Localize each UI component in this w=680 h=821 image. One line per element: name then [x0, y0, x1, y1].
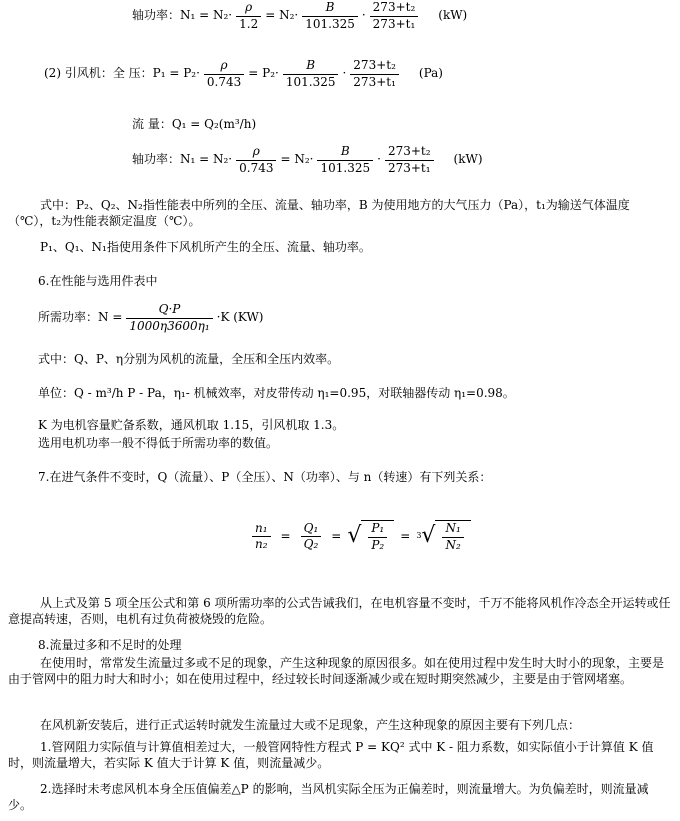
motor-selection-note: 选用电机功率一般不得低于所需功率的数值。	[38, 436, 279, 450]
usage-condition-note: P₁、Q₁、N₁指使用条件下风机所产生的全压、流量、轴功率。	[40, 240, 371, 254]
unit-label: (kW)	[453, 152, 483, 167]
section-8-heading: 8.流量过多和不足时的处理	[38, 638, 182, 652]
cause-1-paragraph: 1.管网阻力实际值与计算值相差过大，一般管网特性方程式 P = KQ² 式中 K - 阻力系数，如实际值小于计算值 K 值时，则流量增大，若实际 K 值大于计算 K 值，则流量减少。	[8, 740, 654, 770]
section-7-heading: 7.在进气条件不变时，Q（流量）、P（全压）、N（功率）、与 n（转速）有下列关系：	[38, 470, 492, 484]
symbol-definitions: 式中：P₂、Q₂、N₂指性能表中所列的全压、流量、轴功率，B 为使用地方的大气压力（Pa），t₁为输送气体温度（℃），t₂为性能表额定温度（℃）。	[8, 198, 630, 228]
fan-law-relation: $\frac{\text{n₁}}{\text{n₂}}$ = $\frac{\text{Q₁}}{\text{Q₂}}$ = √ $\frac{\text{P₁}}{\text{P₂}}$ = 3 √ $\frac{\text{N₁}}{\text{N₂}}$	[248, 520, 471, 553]
pressure-ratio-root: $\frac{\text{P₁}}{\text{P₂}}$	[361, 520, 394, 553]
section-6-heading: 6.在性能与选用件表中	[38, 274, 158, 288]
power-fraction: $\frac{Q\cdot P}{\text{1000η3600η₁}}$	[126, 302, 212, 334]
sqrt-icon: √	[347, 523, 362, 549]
required-power-formula: 所需功率：N = $\frac{Q\cdot P}{\text{1000η3600η₁}}$ ·K (KW)	[38, 302, 264, 333]
flow-issue-paragraph: 在使用时，常常发生流量过多或不足的现象，产生这种现象的原因很多。如在使用过程中发生时大时小的现象，主要是由于管网中的阻力时大和时小；如在使用过程中，经过较长时间逐渐减少或在短时期突然减少，主要是由于管网堵塞。	[8, 656, 665, 686]
efficiency-note: 式中：Q、P、η分别为风机的流量，全压和全压内效率。	[38, 352, 340, 366]
unit-label: (kW)	[438, 8, 468, 23]
induced-fan-pressure-formula: (2) 引风机：全 压：P₁ = P₂· $\frac{\rho}{0.743}$ = P₂· $\frac{B}{101.325}$ · $\frac{\text{273+t₂}}{\text{273+t₁}}$ (Pa)	[44, 58, 443, 89]
density-fraction: $\frac{\rho}{0.743}$	[204, 58, 244, 90]
unit-label: (Pa)	[418, 66, 443, 81]
shaft-power-formula-2: 轴功率：N₁ = N₂· $\frac{\rho}{0.743}$ = N₂· $\frac{B}{101.325}$ · $\frac{\text{273+t₂}}{\text{273+t₁}}$ (kW)	[132, 144, 483, 175]
temperature-fraction: $\frac{\text{273+t₂}}{\text{273+t₁}}$	[370, 0, 419, 32]
temperature-fraction: $\frac{\text{273+t₂}}{\text{273+t₁}}$	[350, 58, 399, 90]
cause-2-paragraph: 2.选择时未考虑风机本身全压值偏差△P 的影响，当风机实际全压为正偏差时，则流量增大。为负偏差时，则流量减少。	[8, 782, 649, 812]
units-note: 单位：Q - m³/h P - Pa，η₁- 机械效率，对皮带传动 η₁=0.95，对联轴器传动 η₁=0.98。	[38, 386, 515, 400]
pressure-fraction: $\frac{B}{101.325}$	[302, 0, 358, 32]
speed-ratio: $\frac{\text{n₁}}{\text{n₂}}$	[252, 521, 271, 553]
power-ratio-root: $\frac{\text{N₁}}{\text{N₂}}$	[435, 520, 470, 553]
formula-label: 轴功率：N₁ = N₂·	[132, 152, 233, 167]
density-fraction: $\frac{\rho}{1.2}$	[236, 0, 261, 32]
cube-root-icon: √	[421, 523, 436, 549]
shaft-power-formula-1: 轴功率：N₁ = N₂· $\frac{\rho}{1.2}$ = N₂· $\frac{B}{101.325}$ · $\frac{\text{273+t₂}}{\text{273+t₁}}$ (kW)	[132, 0, 468, 31]
capacity-factor-note: K 为电机容量贮备系数，通风机取 1.15，引风机取 1.3。	[38, 418, 345, 432]
warning-paragraph: 从上式及第 5 项全压公式和第 6 项所需功率的公式告诫我们，在电机容量不变时，千万不能将风机作冷态全开运转或任意提高转速，否则，电机有过负荷被烧毁的危险。	[8, 596, 671, 626]
formula-label: 轴功率：N₁ = N₂·	[132, 8, 233, 23]
flow-formula: 流 量：Q₁ = Q₂(m³/h)	[132, 117, 257, 131]
pressure-fraction: $\frac{B}{101.325}$	[317, 144, 373, 176]
temperature-fraction: $\frac{\text{273+t₂}}{\text{273+t₁}}$	[385, 144, 434, 176]
flow-ratio: $\frac{\text{Q₁}}{\text{Q₂}}$	[301, 521, 322, 553]
pressure-fraction: $\frac{B}{101.325}$	[283, 58, 339, 90]
install-issue-paragraph: 在风机新安装后，进行正式运转时就发生流量过大或不足现象，产生这种现象的原因主要有下列几点：	[40, 718, 581, 732]
density-fraction: $\frac{\rho}{0.743}$	[236, 144, 276, 176]
cube-root-index: 3	[416, 531, 422, 541]
formula-label: (2) 引风机：全 压：P₁ = P₂·	[44, 66, 200, 81]
